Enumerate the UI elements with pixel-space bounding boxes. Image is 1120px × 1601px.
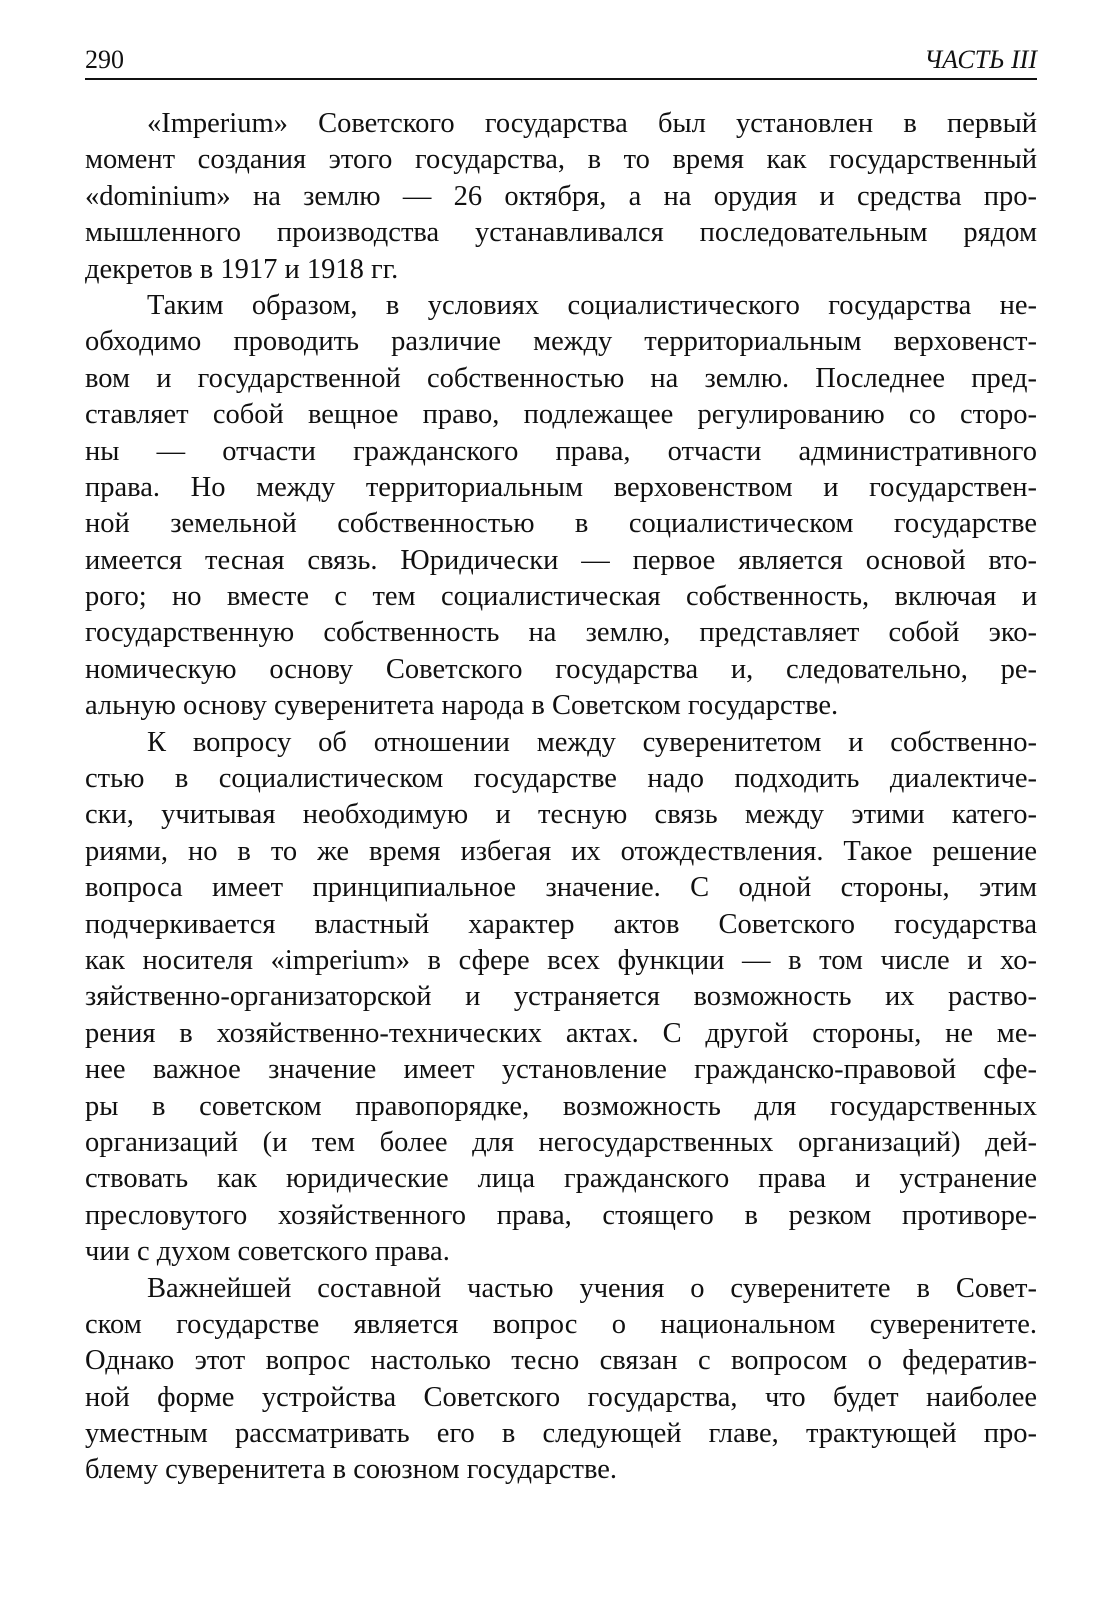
text-line: мышленного производства устанавливался последовательным рядом (85, 217, 1037, 249)
text-line: ны — отчасти гражданского права, отчасти административного (85, 435, 1037, 467)
text-line: момент создания этого государства, в то время как государственный (85, 144, 1037, 176)
text-line: «dominium» на землю — 26 октября, а на орудия и средства про- (85, 180, 1037, 212)
text-line: пресловутого хозяйственного права, стоящего в резком противоре- (85, 1199, 1037, 1231)
text-line: ры в советском правопорядке, возможность для государственных (85, 1090, 1037, 1122)
text-line: Однако этот вопрос настолько тесно связан с вопросом о федератив- (85, 1345, 1037, 1377)
body-text (85, 106, 1037, 1489)
text-line: Важнейшей составной частью учения о суверенитете в Совет- (147, 1272, 1037, 1304)
text-line: подчеркивается властный характер актов Советского государства (85, 908, 1037, 940)
paragraph (85, 288, 1037, 725)
text-line: ском государстве является вопрос о национальном суверенитете. (85, 1308, 1037, 1340)
text-line: альную основу суверенитета народа в Советском государстве. (85, 690, 839, 722)
paragraph (85, 106, 1037, 288)
text-line: номическую основу Советского государства и, следовательно, ре- (85, 653, 1037, 685)
part-title: ЧАСТЬ III (924, 45, 1037, 74)
text-line: ной форме устройства Советского государства, что будет наиболее (85, 1381, 1037, 1413)
text-line: зяйственно-организаторской и устраняется возможность их раство- (85, 981, 1037, 1013)
text-line: обходимо проводить различие между территориальным верховенст- (85, 326, 1037, 358)
text-line: как носителя «imperium» в сфере всех функции — в том числе и хо- (85, 944, 1037, 976)
text-line: декретов в 1917 и 1918 гг. (85, 253, 399, 285)
text-line: организаций (и тем более для негосударственных организаций) дей- (85, 1126, 1037, 1158)
text-line: уместным рассматривать его в следующей главе, трактующей про- (85, 1418, 1037, 1450)
text-line: ствовать как юридические лица гражданского права и устранение (85, 1163, 1037, 1195)
book-page (85, 42, 1037, 1489)
text-line: рого; но вместе с тем социалистическая собственность, включая и (85, 581, 1037, 613)
text-line: чии с духом советского права. (85, 1236, 450, 1268)
text-line: имеется тесная связь. Юридически — первое является основой вто- (85, 544, 1037, 576)
text-line: стью в социалистическом государстве надо подходить диалектиче- (85, 763, 1037, 795)
text-line: рения в хозяйственно-технических актах. С другой стороны, не ме- (85, 1017, 1037, 1049)
text-line: блему суверенитета в союзном государстве. (85, 1454, 618, 1486)
running-head (85, 42, 1037, 80)
text-line: ставляет собой вещное право, подлежащее регулированию со сторо- (85, 399, 1037, 431)
text-line: риями, но в то же время избегая их отождествления. Такое решение (85, 835, 1037, 867)
text-line: права. Но между территориальным верховенством и государствен- (85, 471, 1037, 503)
text-line: «Imperium» Советского государства был установлен в первый (147, 108, 1037, 139)
text-line: нее важное значение имеет установление гражданско-правовой сфе- (85, 1054, 1037, 1086)
text-line: Таким образом, в условиях социалистического государства не- (147, 289, 1037, 321)
paragraph (85, 1271, 1037, 1489)
text-line: вопроса имеет принципиальное значение. С одной стороны, этим (85, 872, 1037, 904)
text-line: ски, учитывая необходимую и тесную связь между этими катего- (85, 799, 1037, 831)
page-number: 290 (85, 45, 124, 74)
text-line: государственную собственность на землю, представляет собой эко- (85, 617, 1037, 649)
paragraph (85, 725, 1037, 1271)
text-line: вом и государственной собственностью на землю. Последнее пред- (85, 362, 1037, 394)
text-line: К вопросу об отношении между суверенитетом и собственно- (147, 726, 1037, 758)
text-line: ной земельной собственностью в социалистическом государстве (85, 508, 1037, 540)
